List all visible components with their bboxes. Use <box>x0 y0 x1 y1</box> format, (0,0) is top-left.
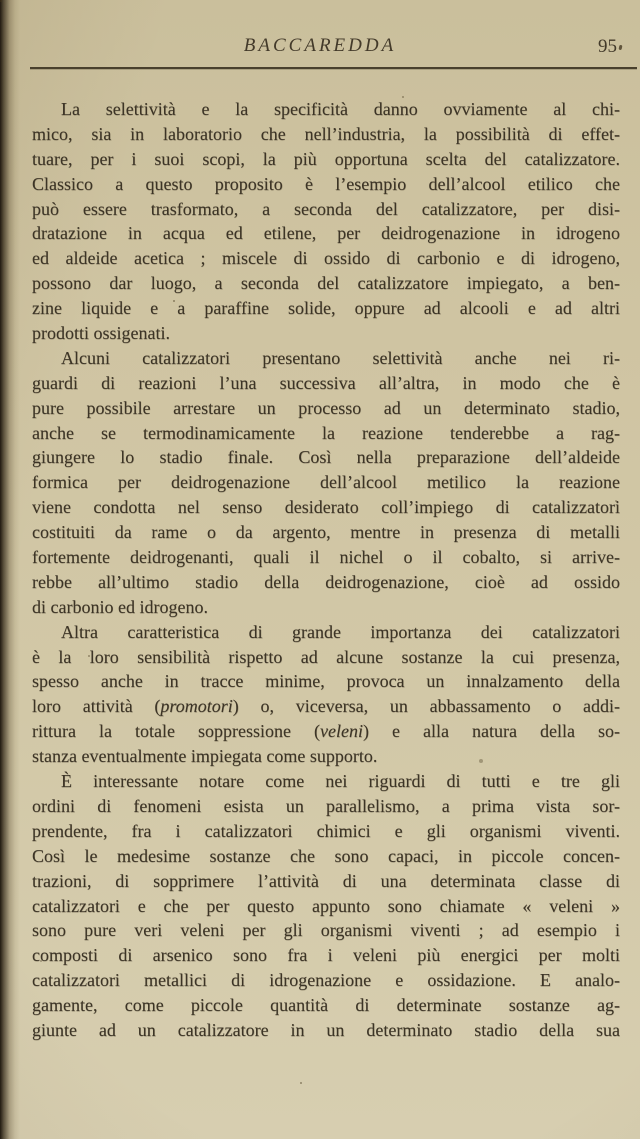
text-line: prendente, fra i catalizzatori chimici e gli organismi viventi. <box>32 820 620 841</box>
text-line: fortemente deidrogenanti, quali il nichel o il cobalto, si arrive- <box>32 547 620 568</box>
text-line: dratazione in acqua ed etilene, per deidrogenazione in idrogeno <box>32 223 620 244</box>
text-line: giunte ad un catalizzatore in un determinato stadio della sua <box>32 1019 620 1040</box>
text-line: può essere trasformato, a seconda del catalizzatore, per disi- <box>32 198 620 219</box>
text-line: possono dar luogo, a seconda del catalizzatore impiegato, a ben- <box>32 273 620 294</box>
text-line: loro attività (promotori) o, viceversa, un abbassamento o addi- <box>32 696 620 717</box>
paragraph <box>32 97 620 346</box>
text-line: Alcuni catalizzatori presentano selettività anche nei ri- <box>61 347 620 368</box>
text-line: mico, sia in laboratorio che nell’industria, la possibilità di effet- <box>32 123 620 144</box>
text-line: tuare, per i suoi scopi, la più opportuna scelta del catalizzatore. <box>32 148 620 169</box>
text-line: di carbonio ed idrogeno. <box>32 596 208 617</box>
page-number: 95 <box>598 36 617 57</box>
text-line: ordini di fenomeni esista un parallelismo, a prima vista sor- <box>32 795 620 816</box>
text-line: ed aldeide acetica ; miscele di ossido di carbonio e di idrogeno, <box>32 248 620 269</box>
text-line: gamente, come piccole quantità di determinate sostanze ag- <box>32 995 620 1016</box>
text-line: prodotti ossigenati. <box>32 323 170 344</box>
text-line: giungere lo stadio finale. Così nella preparazione dell’aldeide <box>32 447 620 468</box>
text-line: Così le medesime sostanze che sono capaci, in piccole concen- <box>32 845 620 866</box>
text-line: è la loro sensibilità rispetto ad alcune sostanze la cui presenza, <box>32 646 620 667</box>
binding-shadow <box>0 0 20 1139</box>
text-line: catalizzatori metallici di idrogenazione e ossidazione. E analo- <box>32 970 620 991</box>
text-line: composti di arsenico sono fra i veleni più energici per molti <box>32 945 620 966</box>
text-line: anche se termodinamicamente la reazione tenderebbe a rag- <box>32 422 620 443</box>
text-line: rittura la totale soppressione (veleni) e alla natura della so- <box>32 721 621 742</box>
text-line: costituiti da rame o da argento, mentre in presenza di metalli <box>32 522 620 543</box>
running-title: BACCAREDDA <box>243 35 397 56</box>
paragraph <box>32 769 620 1043</box>
text-line: catalizzatori e che per questo appunto sono chiamate « veleni » <box>32 895 620 916</box>
paper-specks <box>0 0 2 2</box>
header-rule <box>30 67 637 69</box>
text-line: stanza eventualmente impiegata come supporto. <box>32 746 378 767</box>
text-line: zine liquide e a paraffine solide, oppure ad alcooli e ad altri <box>32 298 620 319</box>
text-line: La selettività e la specificità danno ovviamente al chi- <box>61 99 620 119</box>
text-line: trazioni, di sopprimere l’attività di una determinata classe di <box>32 870 620 891</box>
text-line: viene condotta nel senso desiderato coll’impiego di catalizzatori <box>32 497 620 518</box>
text-line: formica per deidrogenazione dell’alcool metilico la reazione <box>32 472 620 493</box>
text-line: Altra caratteristica di grande importanza dei catalizzatori <box>61 621 620 642</box>
text-line: pure possibile arrestare un processo ad un determinato stadio, <box>32 397 620 418</box>
text-line: rebbe all’ultimo stadio della deidrogenazione, cioè ad ossido <box>32 571 620 592</box>
text-line: Classico a questo proposito è l’esempio dell’alcool etilico che <box>32 173 620 194</box>
text-block <box>32 97 620 1043</box>
text-line: È interessante notare come nei riguardi di tutti e tre gli <box>61 771 620 792</box>
text-line: guardi di reazioni l’una successiva all’altra, in modo che è <box>32 372 620 393</box>
text-line: sono pure veri veleni per gli organismi viventi ; ad esempio i <box>32 920 620 941</box>
paragraph <box>32 620 620 769</box>
paragraph <box>32 346 620 620</box>
text-line: spesso anche in tracce minime, provoca un innalzamento della <box>32 671 620 692</box>
